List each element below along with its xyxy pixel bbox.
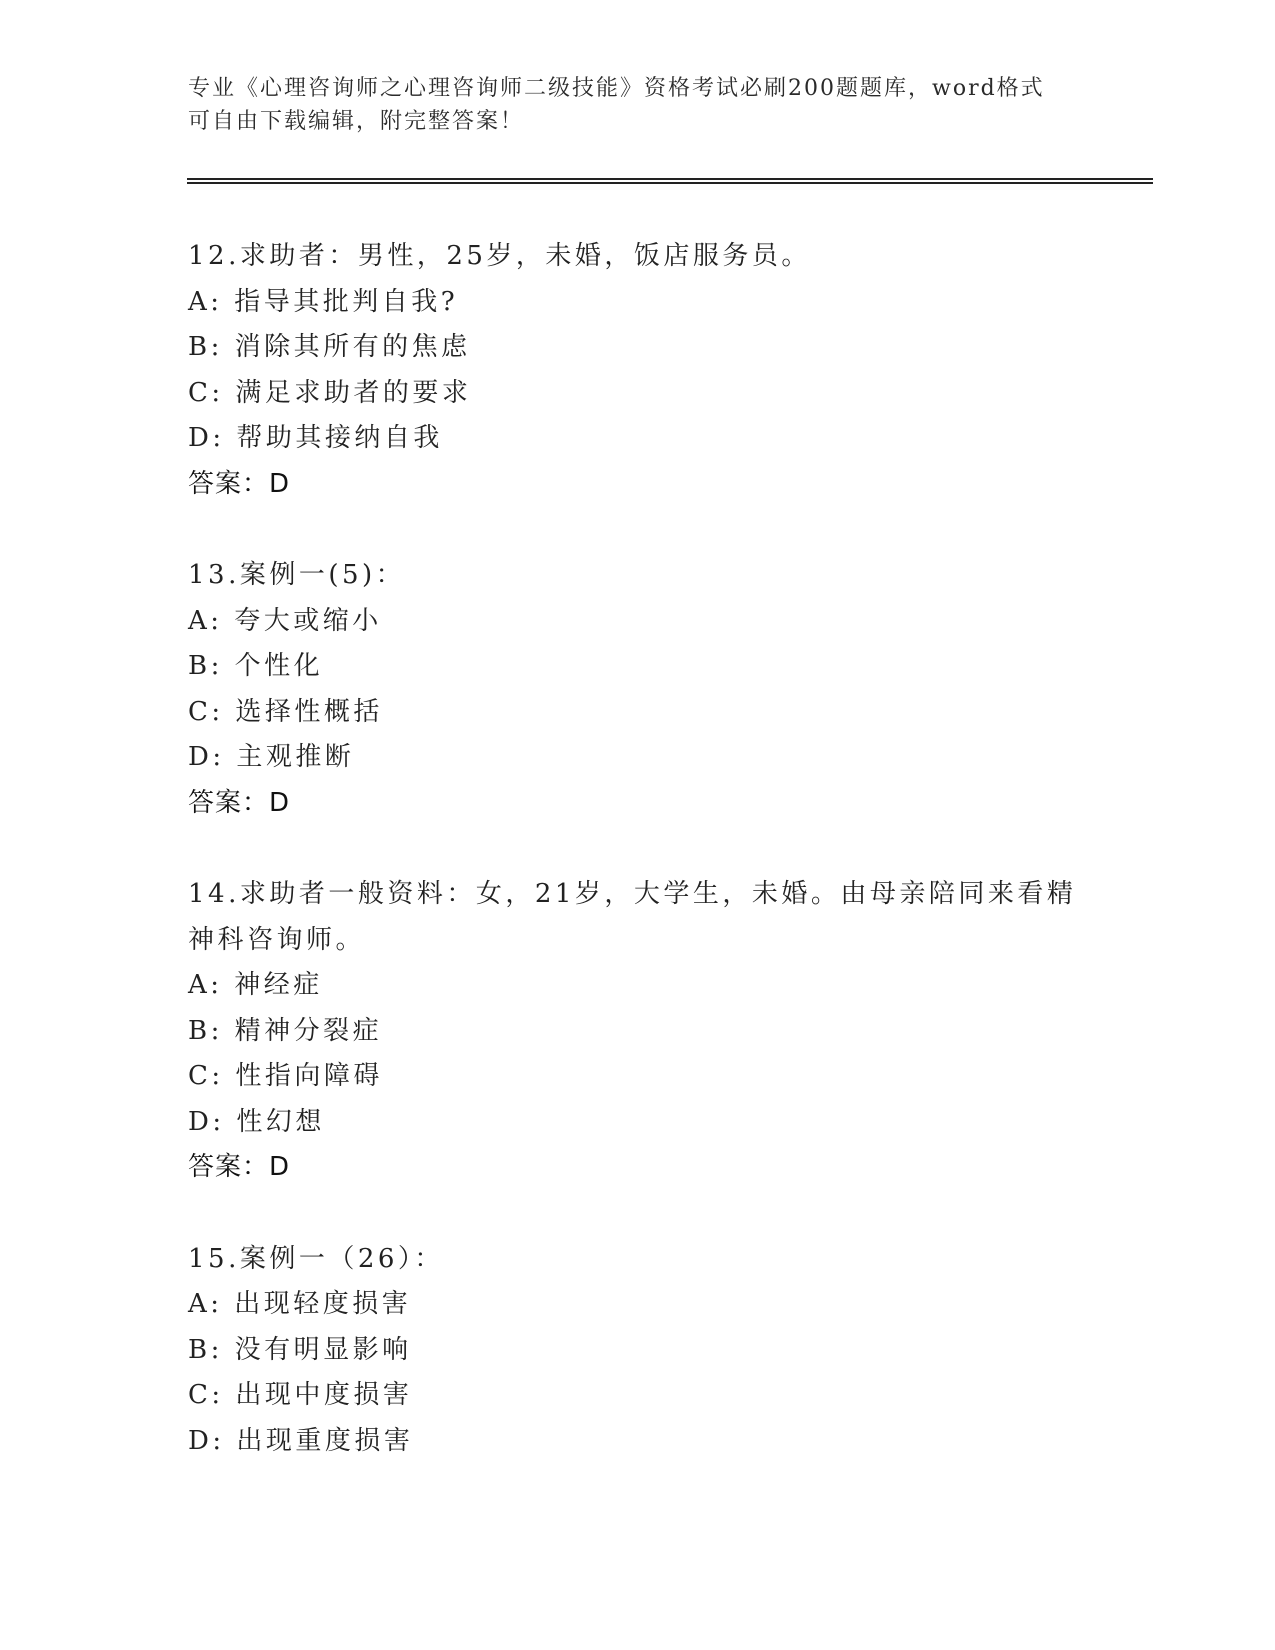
option-b: B: 精神分裂症: [188, 1015, 383, 1046]
answer-label: 答案：D: [188, 787, 291, 818]
document-header: [188, 72, 1068, 138]
answer-label: 答案：D: [188, 468, 291, 499]
option-b: B: 消除其所有的焦虑: [188, 332, 471, 362]
option-c: C: 选择性概括: [188, 696, 383, 727]
option-d: D: 主观推断: [188, 742, 355, 772]
header-divider: [187, 178, 1153, 184]
question-list: [188, 234, 1088, 1510]
option-d: D: 性幻想: [188, 1106, 325, 1137]
header-line-1: 专业《心理咨询师之心理咨询师二级技能》资格考试必刷200题题库，word格式: [188, 76, 1045, 101]
option-a: A: 出现轻度损害: [188, 1289, 412, 1319]
option-b: B: 没有明显影响: [188, 1334, 412, 1365]
question-stem: 13.案例一(5)：: [188, 560, 406, 590]
question-13: [188, 553, 1088, 826]
option-b: B: 个性化: [188, 651, 324, 681]
header-line-2: 可自由下载编辑，附完整答案！: [188, 109, 525, 134]
question-14: [188, 872, 1088, 1191]
option-c: C: 出现中度损害: [188, 1380, 413, 1410]
option-a: A: 神经症: [188, 970, 323, 1000]
question-stem: 14.求助者一般资料：女，21岁，大学生，未婚。由母亲陪同来看精神科咨询师。: [188, 879, 1077, 955]
option-d: D: 帮助其接纳自我: [188, 423, 443, 453]
option-d: D: 出现重度损害: [188, 1425, 414, 1456]
question-stem: 12.求助者：男性，25岁，未婚，饭店服务员。: [188, 241, 811, 271]
option-a: A: 夸大或缩小: [188, 605, 382, 636]
option-a: A: 指导其批判自我?: [188, 286, 459, 317]
question-stem: 15.案例一（26）：: [188, 1243, 444, 1274]
option-c: C: 满足求助者的要求: [188, 377, 472, 408]
question-15: [188, 1237, 1088, 1465]
question-12: [188, 234, 1088, 507]
option-c: C: 性指向障碍: [188, 1061, 383, 1091]
answer-label: 答案：D: [188, 1152, 291, 1182]
